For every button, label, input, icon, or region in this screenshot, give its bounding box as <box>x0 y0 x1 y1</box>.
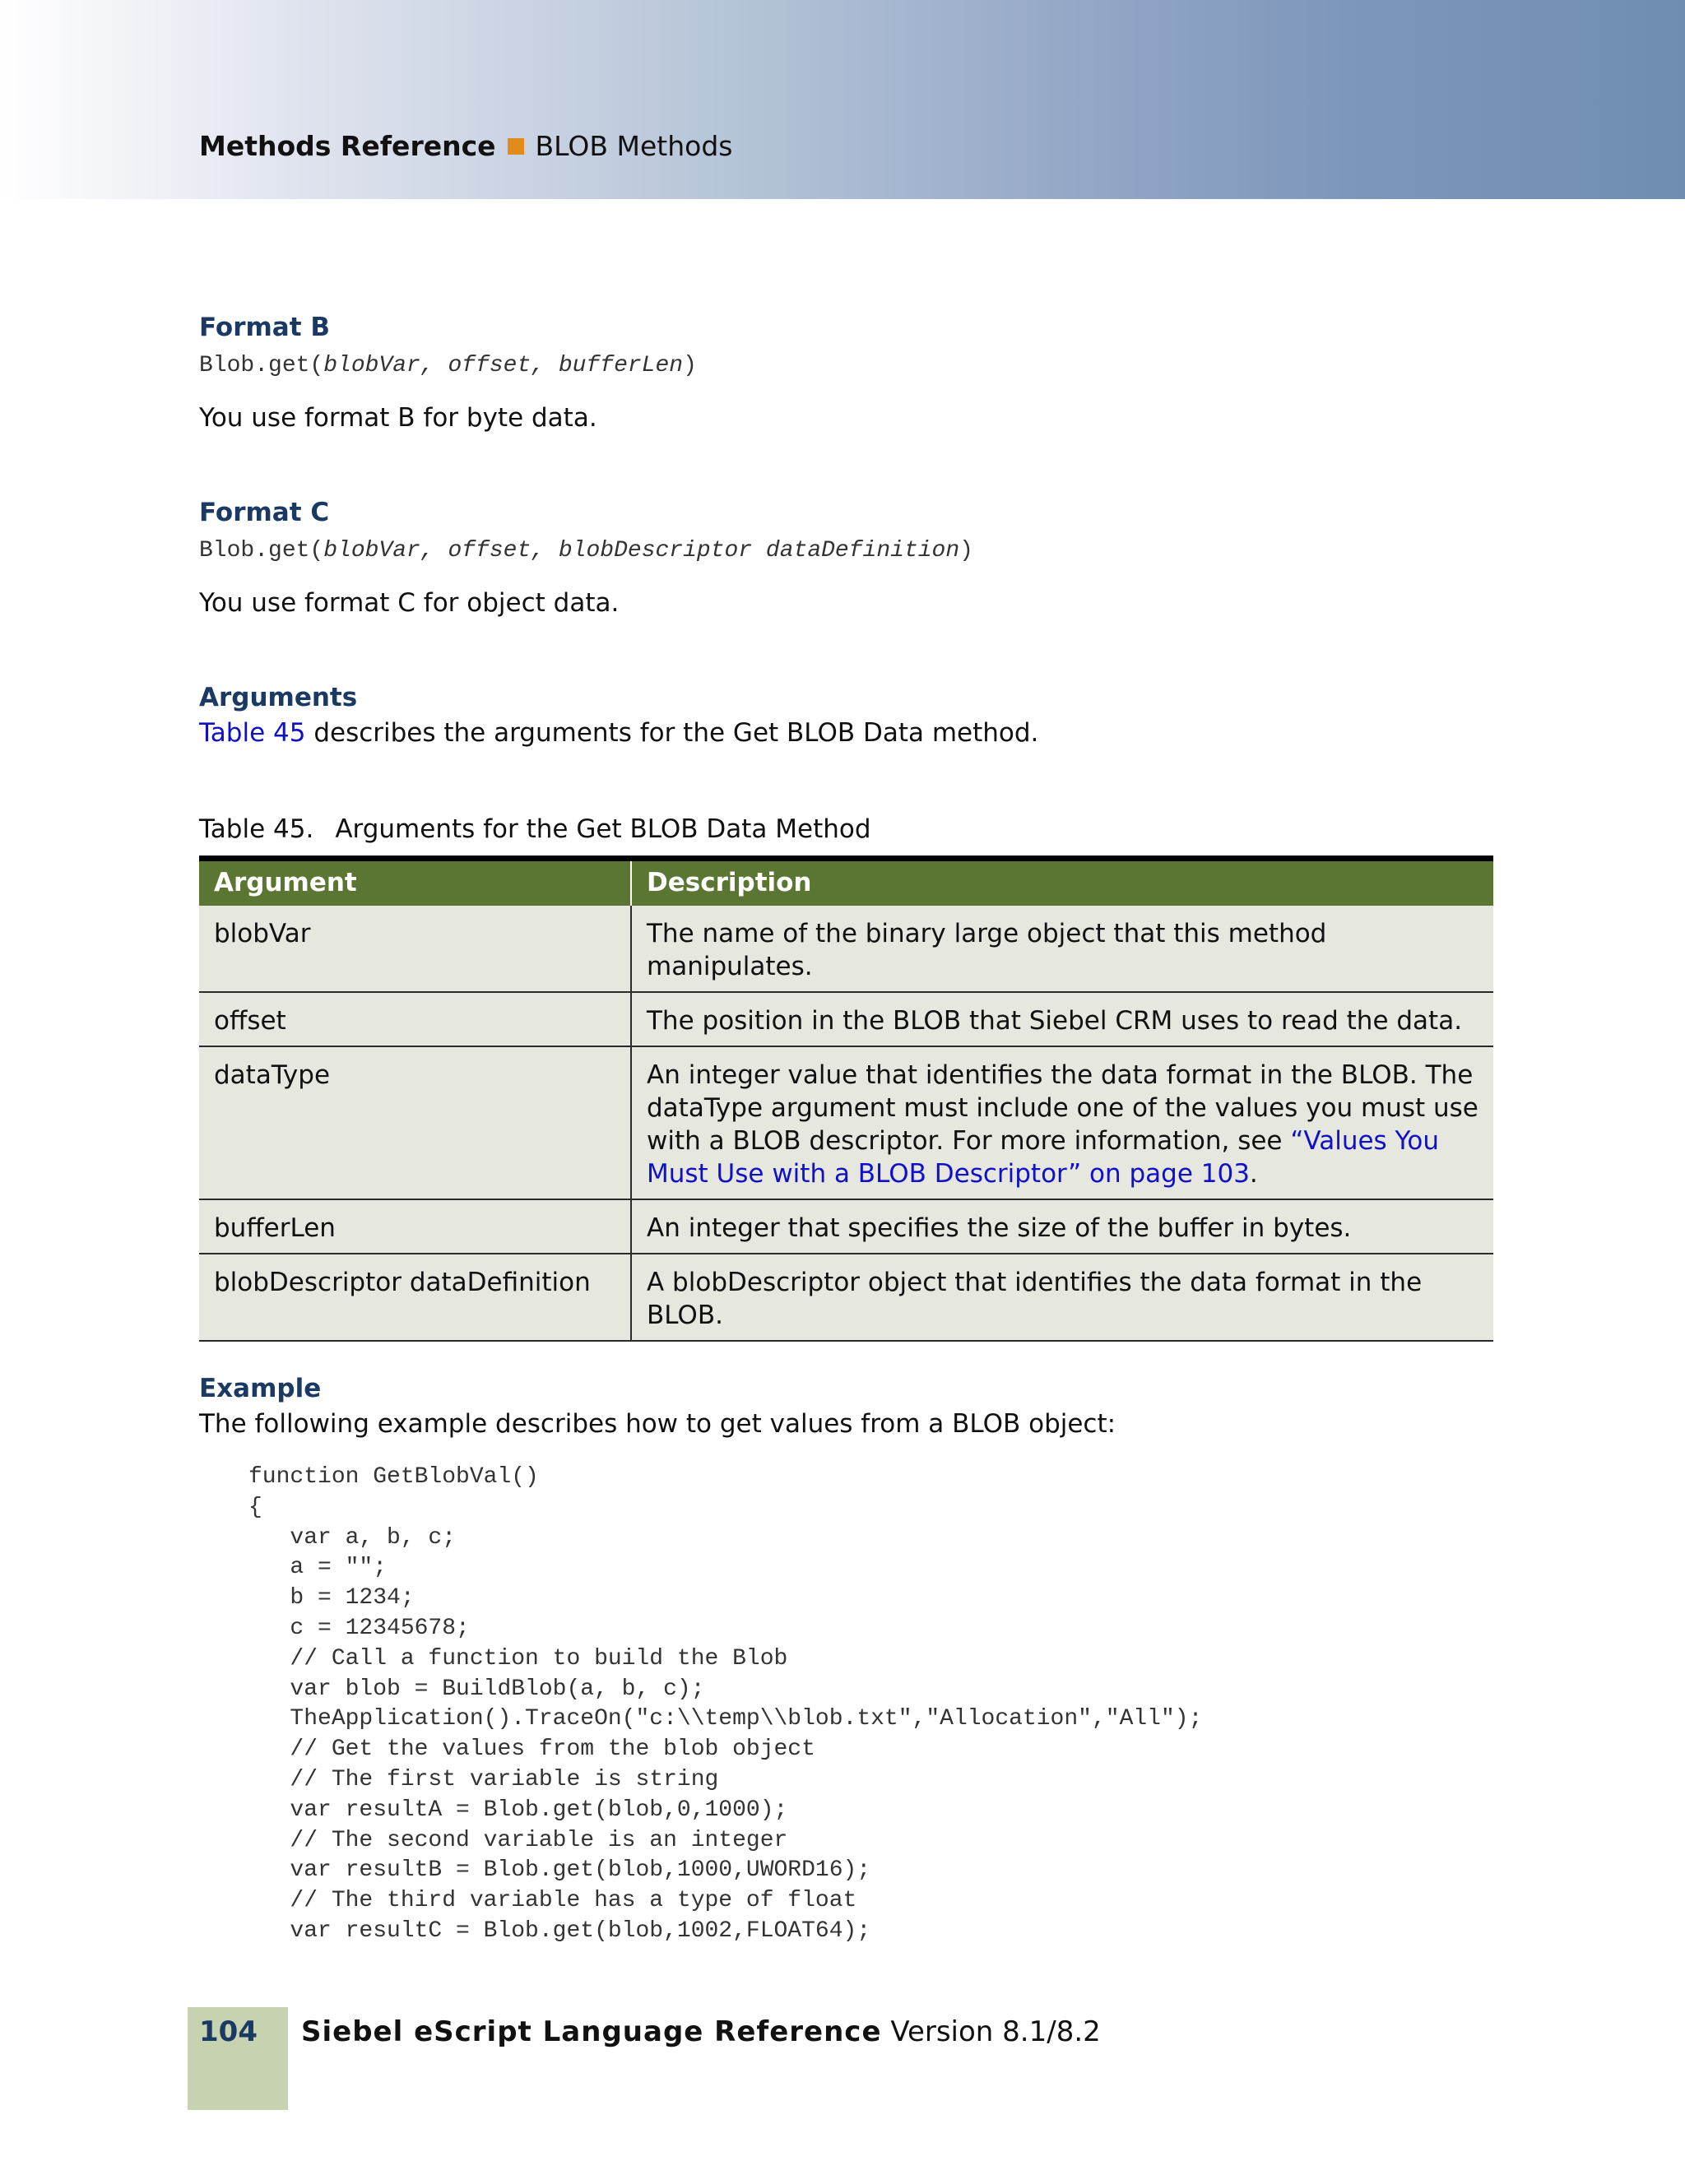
book-version: Version 8.1/8.2 <box>890 2015 1101 2048</box>
table-caption-number: Table 45. <box>199 814 314 844</box>
table-caption <box>199 814 871 844</box>
header-description: Description <box>631 859 1493 907</box>
table-row <box>199 1046 1493 1199</box>
description-cell: An integer that specifies the size of the buffer in bytes. <box>631 1199 1493 1254</box>
syntax-args: blobVar, offset, blobDescriptor dataDefinition <box>323 538 960 563</box>
arguments-intro <box>199 718 1038 748</box>
description-tail: . <box>1249 1159 1258 1189</box>
argument-cell: blobVar <box>199 906 631 992</box>
argument-cell: bufferLen <box>199 1199 631 1254</box>
arguments-intro-text: describes the arguments for the Get BLOB Data method. <box>305 718 1039 748</box>
format-b-heading: Format B <box>199 313 330 342</box>
running-header <box>199 130 732 162</box>
example-code-block: function GetBlobVal() { var a, b, c; a = ""; b = 1234; c = 12345678; // Call a function to build the Blob var blob = BuildBlob(a, b, c); TheApplication().TraceOn("c:\\temp\\blob.txt","Allocation","All"); // Get the values from the blob object // The first variable is string var resultA = Blob.get(blob,0,1000); // The second variable is an integer var resultB = Blob.get(blob,1000,UWORD16); // The third variable has a type of float var resultC = Blob.get(blob,1002,FLOAT64); <box>248 1464 1203 1944</box>
example-heading: Example <box>199 1374 322 1403</box>
table-row <box>199 1254 1493 1341</box>
header-square-icon <box>508 138 524 155</box>
example-intro: The following example describes how to get values from a BLOB object: <box>199 1409 1116 1439</box>
format-b-description: You use format B for byte data. <box>199 403 597 433</box>
table-row <box>199 992 1493 1046</box>
description-cell: A blobDescriptor object that identifies the data format in the BLOB. <box>631 1254 1493 1341</box>
table-row <box>199 1199 1493 1254</box>
book-title: Siebel eScript Language Reference <box>301 2015 882 2048</box>
format-c-heading: Format C <box>199 498 330 527</box>
syntax-suffix: ) <box>959 538 973 563</box>
table-row <box>199 906 1493 992</box>
table-45-link[interactable]: Table 45 <box>199 718 306 748</box>
values-blob-descriptor-link[interactable]: “Values You Must Use with a BLOB Descriptor” on page 103 <box>647 1126 1439 1189</box>
table-caption-title: Arguments for the Get BLOB Data Method <box>335 814 871 844</box>
format-c-description: You use format C for object data. <box>199 588 620 618</box>
syntax-prefix: Blob.get( <box>199 353 324 378</box>
format-c-syntax <box>199 538 973 563</box>
description-text: An integer value that identifies the data format in the BLOB. The dataType argument must include one of the values you must use with a BLOB descriptor. For more information, see <box>647 1060 1478 1156</box>
header-section: Methods Reference <box>199 130 496 162</box>
syntax-args: blobVar, offset, bufferLen <box>323 353 684 378</box>
header-band <box>0 0 1685 199</box>
header-argument: Argument <box>199 859 631 907</box>
page-number: 104 <box>199 2015 258 2048</box>
arguments-table <box>199 856 1493 1342</box>
description-cell: The position in the BLOB that Siebel CRM uses to read the data. <box>631 992 1493 1046</box>
table-header-row <box>199 859 1493 907</box>
syntax-suffix: ) <box>683 353 697 378</box>
argument-cell: offset <box>199 992 631 1046</box>
footer-book-title <box>301 2015 1101 2048</box>
argument-cell: dataType <box>199 1046 631 1199</box>
description-cell <box>631 1046 1493 1199</box>
argument-cell: blobDescriptor dataDefinition <box>199 1254 631 1341</box>
arguments-heading: Arguments <box>199 683 358 712</box>
header-subsection: BLOB Methods <box>535 130 733 162</box>
format-b-syntax <box>199 353 697 378</box>
syntax-prefix: Blob.get( <box>199 538 324 563</box>
description-cell: The name of the binary large object that this method manipulates. <box>631 906 1493 992</box>
